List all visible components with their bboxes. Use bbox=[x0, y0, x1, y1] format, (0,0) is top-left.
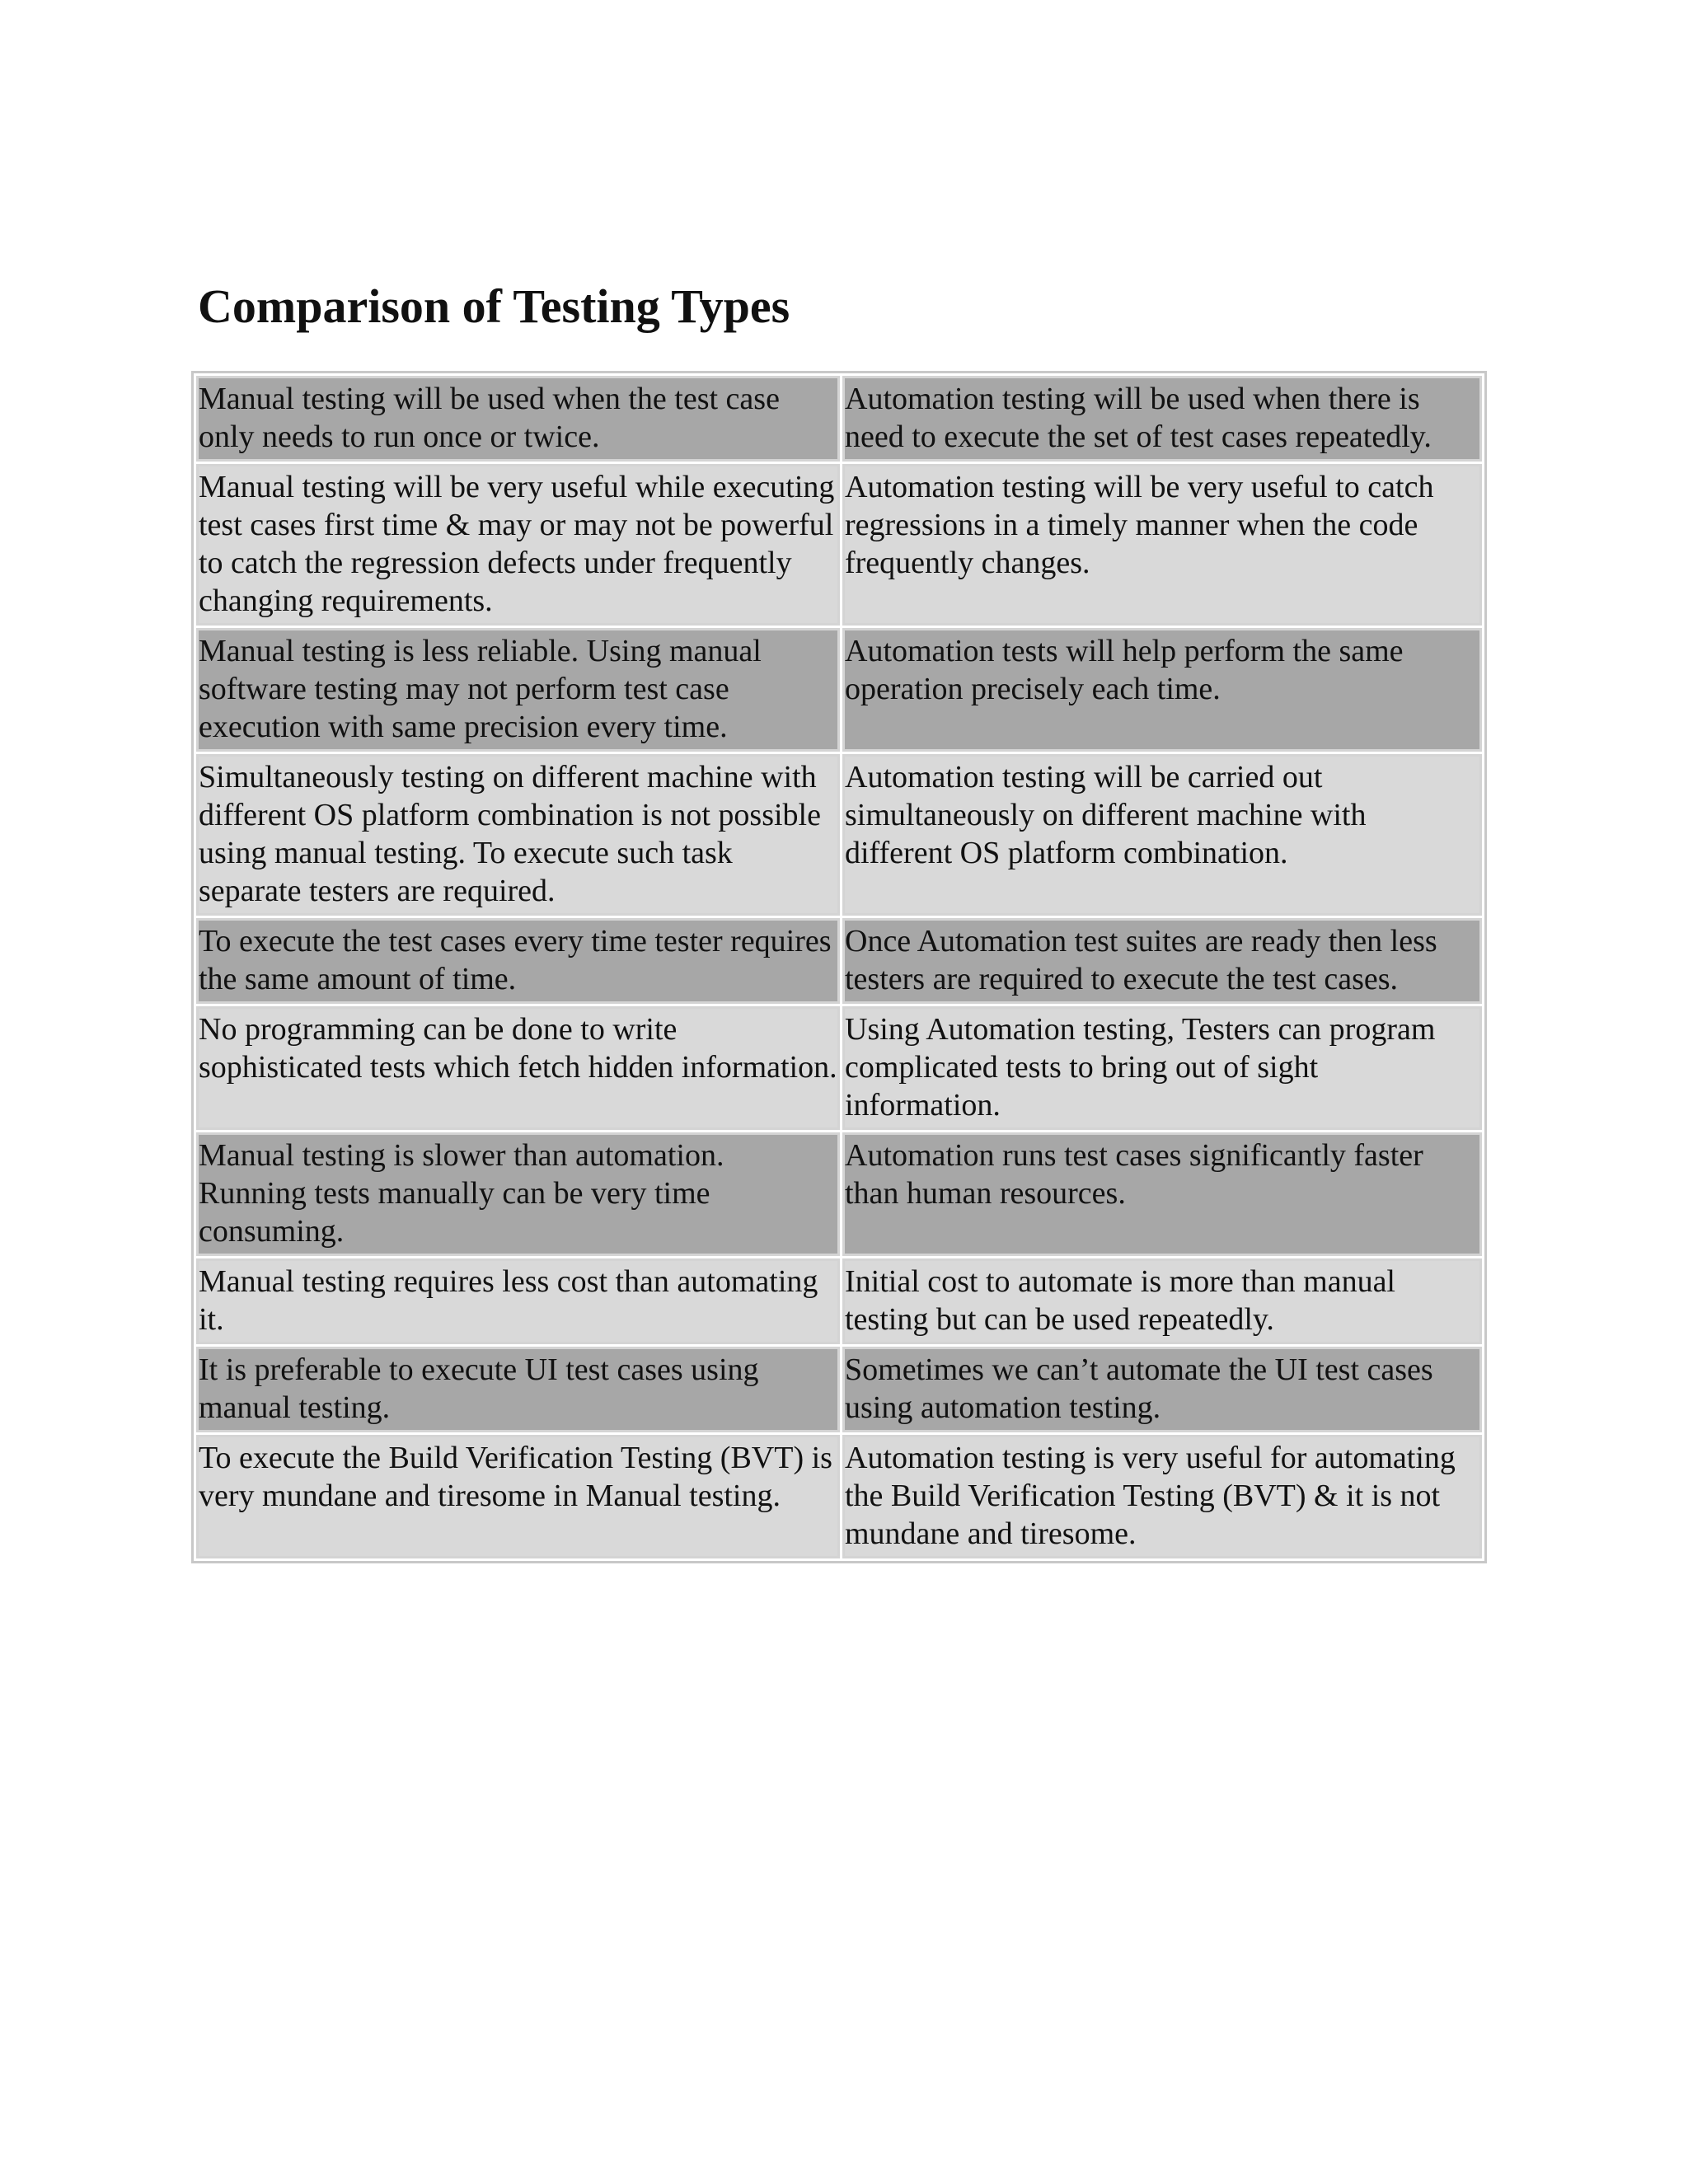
table-row bbox=[196, 376, 1482, 462]
automation-cell: Automation testing will be very useful to catch regressions in a timely manner when the code frequently changes. bbox=[842, 464, 1482, 626]
table-row bbox=[196, 464, 1482, 626]
table-row bbox=[196, 628, 1482, 752]
table-row bbox=[196, 1132, 1482, 1256]
automation-cell: Using Automation testing, Testers can program complicated tests to bring out of sight information. bbox=[842, 1006, 1482, 1130]
comparison-table-grid bbox=[194, 373, 1484, 1561]
manual-cell: To execute the Build Verification Testing (BVT) is very mundane and tiresome in Manual testing. bbox=[196, 1435, 840, 1558]
page-title: Comparison of Testing Types bbox=[198, 279, 790, 333]
automation-cell: Automation tests will help perform the same operation precisely each time. bbox=[842, 628, 1482, 752]
automation-cell: Automation testing is very useful for automating the Build Verification Testing (BVT) & it is not mundane and tiresome. bbox=[842, 1435, 1482, 1558]
manual-cell: It is preferable to execute UI test cases using manual testing. bbox=[196, 1347, 840, 1432]
table-row bbox=[196, 1347, 1482, 1432]
automation-cell: Automation testing will be carried out simultaneously on different machine with different OS platform combination. bbox=[842, 754, 1482, 916]
automation-cell: Sometimes we can’t automate the UI test cases using automation testing. bbox=[842, 1347, 1482, 1432]
comparison-table bbox=[191, 371, 1487, 1563]
manual-cell: Simultaneously testing on different machine with different OS platform combination is not possible using manual testing. To execute such task separate testers are required. bbox=[196, 754, 840, 916]
manual-cell: Manual testing is slower than automation. Running tests manually can be very time consuming. bbox=[196, 1132, 840, 1256]
manual-cell: To execute the test cases every time tester requires the same amount of time. bbox=[196, 918, 840, 1004]
automation-cell: Automation testing will be used when there is need to execute the set of test cases repeatedly. bbox=[842, 376, 1482, 462]
table-row bbox=[196, 754, 1482, 916]
manual-cell: Manual testing requires less cost than automating it. bbox=[196, 1258, 840, 1344]
table-row bbox=[196, 1435, 1482, 1558]
manual-cell: No programming can be done to write sophisticated tests which fetch hidden information. bbox=[196, 1006, 840, 1130]
automation-cell: Once Automation test suites are ready then less testers are required to execute the test cases. bbox=[842, 918, 1482, 1004]
table-row bbox=[196, 1258, 1482, 1344]
manual-cell: Manual testing is less reliable. Using manual software testing may not perform test case execution with same precision every time. bbox=[196, 628, 840, 752]
automation-cell: Automation runs test cases significantly faster than human resources. bbox=[842, 1132, 1482, 1256]
manual-cell: Manual testing will be very useful while executing test cases first time & may or may not be powerful to catch the regression defects under frequently changing requirements. bbox=[196, 464, 840, 626]
table-row bbox=[196, 918, 1482, 1004]
manual-cell: Manual testing will be used when the test case only needs to run once or twice. bbox=[196, 376, 840, 462]
automation-cell: Initial cost to automate is more than manual testing but can be used repeatedly. bbox=[842, 1258, 1482, 1344]
table-row bbox=[196, 1006, 1482, 1130]
